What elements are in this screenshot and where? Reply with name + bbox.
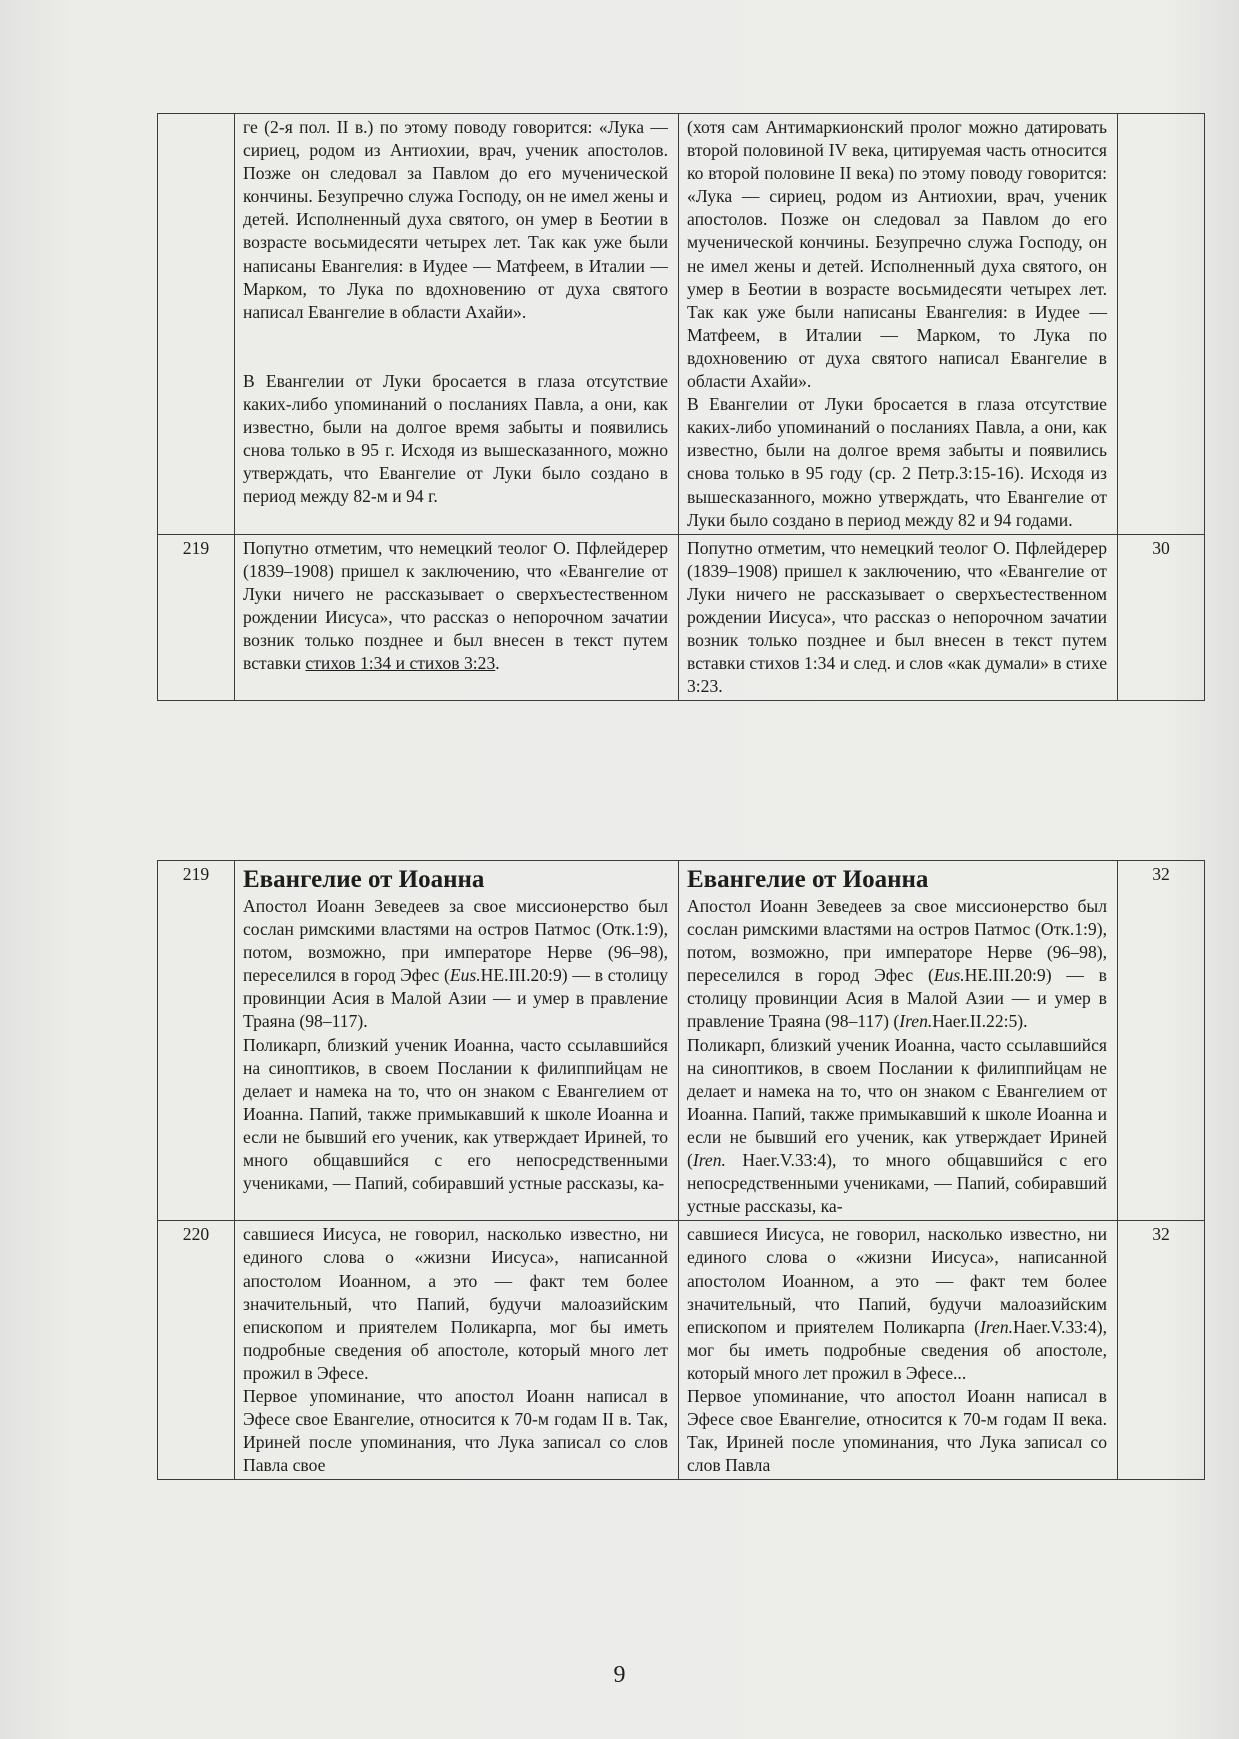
right-text: Поликарп, близкий ученик Иоанна, часто ссылавшийся на синоптиков, в своем Послании к филиппийцам не делает и намека на то, что он знаком с Евангелием от Иоанна. Папий, также примыкавший к школе Иоанна и если не бывший его ученик, как утверждает Ириней ( bbox=[687, 1034, 1107, 1171]
right-paragraph: Попутно отметим, что немецкий теолог О. Пфлейдерер (1839–1908) пришел к заключению, что «Евангелие от Луки ничего не рассказывает о сверхъестественном рождении Иисуса», что рассказ о непорочном зачатии возник только позднее и был внесен в текст путем вставки стихов 1:34 и след. и слов «как думали» в стихе 3:23. bbox=[687, 537, 1107, 697]
right-paragraph: (хотя сам Антимаркионский пролог можно датировать второй половиной IV века, цитируемая часть относится ко второй половине II века) по этому поводу говорится: «Лука — сириец, родом из Антиохии, врач, ученик апостолов. Позже он следовал за Павлом до его мученической кончины. Безупречно служа Господу, он не имел жены и детей. Исполненный духа святого, он умер в Беотии в возрасте восьмидесяти четырех лет. Так как уже были написаны Евангелия: в Иудее — Матфеем, в Италии — Марком, то Лука по вдохновению от духа святого написал Евангелие в области Ахайи». bbox=[687, 117, 1107, 392]
citation-iren: Iren. bbox=[899, 1011, 933, 1032]
right-paragraph bbox=[687, 1034, 1107, 1219]
right-text-cell bbox=[679, 534, 1118, 701]
row-number-cell bbox=[158, 114, 235, 535]
underlined-verse-ref: стихов 1:34 и стихов 3:23 bbox=[305, 653, 496, 674]
right-paragraph: Первое упоминание, что апостол Иоанн написал в Эфесе свое Евангелие, относится к 70-м годам II века. Так, Ириней после упоминания, что Лука записал со слов Павла bbox=[687, 1385, 1107, 1476]
left-paragraph: савшиеся Иисуса, не говорил, насколько известно, ни единого слова о «жизни Иисуса», написанной апостолом Иоанном, а это — факт тем более значительный, что Папий, будучи малоазийским епископом и приятелем Поликарпа, мог бы иметь подробные сведения об апостоле, который много лет прожил в Эфесе. bbox=[243, 1224, 668, 1383]
page-ref-cell bbox=[1118, 114, 1205, 535]
row-number: 220 bbox=[158, 1221, 235, 1480]
right-text: Haer.V.33:4), мог бы иметь подробные сведения об апостоле, который много лет прожил в Эфесе... bbox=[687, 1316, 1107, 1383]
table-row bbox=[158, 534, 1205, 701]
left-text: HE.III.20:9) — в столицу провинции Асия в Малой Азии — и умер в правление Траяна (98–117). bbox=[243, 965, 668, 1032]
page-number: 9 bbox=[613, 1662, 626, 1688]
left-paragraph: В Евангелии от Луки бросается в глаза отсутствие каких-либо упоминаний о посланиях Павла, а они, как известно, были на долгое время забыты и появились снова только в 95 г. Исходя из вышесказанного, можно утверждать, что Евангелие от Луки было создано в период между 82-м и 94 г. bbox=[243, 370, 668, 507]
right-text: Haer.II.22:5). bbox=[932, 1011, 1028, 1032]
left-paragraph: ге (2-я пол. II в.) по этому поводу говорится: «Лука — сириец, родом из Антиохии, врач, ученик апостолов. Позже он следовал за Павлом до его мученической кончины. Безупречно служа Господу, он не имел жены и детей. Исполненный духа святого, он умер в Беотии в возрасте восьмидесяти четырех лет. Так как уже были написаны Евангелия: в Иудее — Матфеем, в Италии — Марком, то Лука по вдохновению от духа святого написал Евангелие в области Ахайи». bbox=[243, 117, 668, 322]
right-text: Haer.V.33:4), то много общавшийся с его непосредственными учениками, — Папий, собиравший устные рассказы, ка- bbox=[687, 1150, 1107, 1217]
left-text-cell bbox=[235, 114, 679, 535]
right-paragraph: В Евангелии от Луки бросается в глаза отсутствие каких-либо упоминаний о посланиях Павла, а они, как известно, были на долгое время забыты и появились снова только в 95 году (ср. 2 Петр.3:15-16). Исходя из вышесказанного, можно утверждать, что Евангелие от Луки было создано в период между 82 и 94 годами. bbox=[687, 394, 1107, 530]
table-row bbox=[158, 114, 1205, 535]
section-heading: Евангелие от Иоанна bbox=[243, 866, 485, 893]
page-ref: 32 bbox=[1118, 861, 1205, 1221]
left-paragraph: Первое упоминание, что апостол Иоанн написал в Эфесе свое Евангелие, относится к 70-м годам II в. Так, Ириней после упоминания, что Лука записал со слов Павла свое bbox=[243, 1385, 668, 1476]
citation-eus: Eus. bbox=[449, 965, 481, 986]
left-text-cell bbox=[235, 861, 679, 1221]
left-paragraph bbox=[243, 537, 668, 676]
right-text: Апостол Иоанн Зеведеев за свое миссионерство был сослан римскими властями на остров Патмос (Отк.1:9), потом, возможно, при императоре Нерве (96–98), переселился в город Эфес ( bbox=[687, 896, 1107, 986]
right-paragraph bbox=[687, 1223, 1107, 1385]
section-heading: Евангелие от Иоанна bbox=[687, 866, 929, 893]
left-paragraph bbox=[243, 895, 668, 1034]
right-text-cell bbox=[679, 1221, 1118, 1480]
right-text: савшиеся Иисуса, не говорил, насколько известно, ни единого слова о «жизни Иисуса», написанной апостолом Иоанном, а это — факт тем более значительный, что Папий, будучи малоазийским епископом и приятелем Поликарпа ( bbox=[687, 1224, 1107, 1337]
left-text: Апостол Иоанн Зеведеев за свое миссионерство был сослан римскими властями на остров Патмос (Отк.1:9), потом, возможно, при императоре Нерве (96–98), переселился в город Эфес ( bbox=[243, 896, 668, 986]
row-number: 219 bbox=[158, 861, 235, 1221]
left-text-end: . bbox=[495, 653, 500, 674]
right-text-cell bbox=[679, 114, 1118, 535]
citation-eus: Eus. bbox=[933, 965, 965, 986]
table-row bbox=[158, 1221, 1205, 1480]
comparison-table-1 bbox=[157, 113, 1205, 701]
left-paragraph: Поликарп, близкий ученик Иоанна, часто ссылавшийся на синоптиков, в своем Послании к филиппийцам не делает и намека на то, что он знаком с Евангелием от Иоанна. Папий, также примыкавший к школе Иоанна и если не бывший его ученик, как утверждает Ириней, то много общавшийся с его непосредственными учениками, — Папий, собиравший устные рассказы, ка- bbox=[243, 1034, 668, 1194]
left-text-cell bbox=[235, 1221, 679, 1480]
page-ref: 30 bbox=[1118, 534, 1205, 701]
citation-iren: Iren. bbox=[979, 1316, 1014, 1337]
page-ref: 32 bbox=[1118, 1221, 1205, 1480]
table-row bbox=[158, 861, 1205, 1221]
comparison-table-2 bbox=[157, 860, 1205, 1480]
citation-iren: Iren. bbox=[692, 1150, 726, 1171]
row-number: 219 bbox=[158, 534, 235, 701]
right-text-cell bbox=[679, 861, 1118, 1221]
right-text: HE.III.20:9) — в столицу провинции Асия в Малой Азии — и умер в правление Траяна (98–117) ( bbox=[687, 965, 1107, 1032]
right-paragraph bbox=[687, 895, 1107, 1034]
left-text: Попутно отметим, что немецкий теолог О. Пфлейдерер (1839–1908) пришел к заключению, что «Евангелие от Луки ничего не рассказывает о сверхъестественном рождении Иисуса», что рассказ о непорочном зачатии возник только позднее и был внесен в текст путем вставки bbox=[243, 537, 668, 674]
left-text-cell bbox=[235, 534, 679, 701]
